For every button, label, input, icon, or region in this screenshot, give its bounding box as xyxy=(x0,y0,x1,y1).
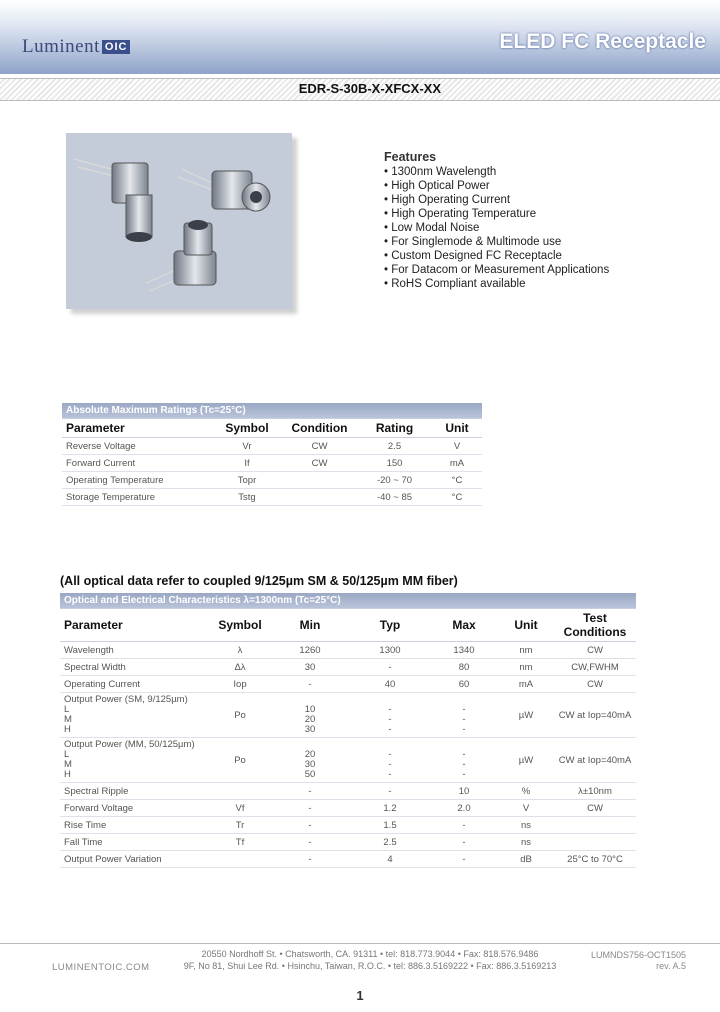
table-cell: λ xyxy=(210,642,270,659)
footer-address xyxy=(180,948,560,972)
table-cell: 150 xyxy=(357,455,432,472)
table-cell: Vr xyxy=(212,438,282,455)
table-cell: - xyxy=(430,851,498,868)
product-photo xyxy=(66,133,292,309)
table-body xyxy=(60,642,636,868)
table-cell: mA xyxy=(498,676,554,693)
feature-item: • High Operating Current xyxy=(384,193,609,207)
column-header: Condition xyxy=(282,419,357,438)
table-cell: Forward Voltage xyxy=(60,800,210,817)
table-cell: 10 20 30 xyxy=(270,693,350,738)
table-cell: Operating Temperature xyxy=(62,472,212,489)
table-cell: Output Power (MM, 50/125µm) L M H xyxy=(60,738,210,783)
table-cell: 1.5 xyxy=(350,817,430,834)
column-header: Symbol xyxy=(210,609,270,642)
table-cell: 20 30 50 xyxy=(270,738,350,783)
table-cell: µW xyxy=(498,738,554,783)
table-cell: - xyxy=(350,783,430,800)
column-header: Test Conditions xyxy=(554,609,636,642)
table-cell: - xyxy=(270,817,350,834)
table-cell: - - - xyxy=(350,738,430,783)
address-line: 20550 Nordhoff St. • Chatsworth, CA. 91311 • tel: 818.773.9044 • Fax: 818.576.9486 xyxy=(201,949,539,959)
column-header: Unit xyxy=(498,609,554,642)
table-cell: CW xyxy=(554,800,636,817)
table-row xyxy=(60,834,636,851)
company-logo xyxy=(22,36,130,58)
table-cell: Output Power Variation xyxy=(60,851,210,868)
table-cell: Iop xyxy=(210,676,270,693)
table-cell: 1260 xyxy=(270,642,350,659)
receptacle-1 xyxy=(74,159,152,242)
table-cell: CW xyxy=(282,438,357,455)
table-cell xyxy=(282,489,357,506)
table-title: Absolute Maximum Ratings (Tc=25°C) xyxy=(62,403,482,419)
table-cell: 2.0 xyxy=(430,800,498,817)
features-list xyxy=(384,165,609,291)
column-header: Rating xyxy=(357,419,432,438)
table-cell: -40 ~ 85 xyxy=(357,489,432,506)
table-cell: - - - xyxy=(430,738,498,783)
table-cell: 4 xyxy=(350,851,430,868)
table-cell: Output Power (SM, 9/125µm) L M H xyxy=(60,693,210,738)
receptacle-3 xyxy=(146,220,216,291)
table-cell: Tr xyxy=(210,817,270,834)
header-row xyxy=(60,609,636,642)
table-row xyxy=(60,851,636,868)
absolute-max-ratings-table xyxy=(62,403,482,506)
table-cell: Po xyxy=(210,738,270,783)
table-cell: mA xyxy=(432,455,482,472)
feature-item: • Low Modal Noise xyxy=(384,221,609,235)
table-cell: 40 xyxy=(350,676,430,693)
table-cell: CW at Iop=40mA xyxy=(554,693,636,738)
table-cell: CW xyxy=(554,642,636,659)
table-cell: ns xyxy=(498,817,554,834)
feature-item: • High Optical Power xyxy=(384,179,609,193)
table-cell: - xyxy=(430,817,498,834)
column-header: Min xyxy=(270,609,350,642)
table-row xyxy=(60,676,636,693)
table-cell: -20 ~ 70 xyxy=(357,472,432,489)
table-cell: 1300 xyxy=(350,642,430,659)
table-cell: 1340 xyxy=(430,642,498,659)
table-cell: °C xyxy=(432,472,482,489)
table-cell: 30 xyxy=(270,659,350,676)
table-cell: - xyxy=(270,851,350,868)
table-cell: Tstg xyxy=(212,489,282,506)
table-cell xyxy=(282,472,357,489)
table-cell: CW at Iop=40mA xyxy=(554,738,636,783)
table-cell: 10 xyxy=(430,783,498,800)
table-cell: dB xyxy=(498,851,554,868)
page-header xyxy=(0,0,720,74)
table-cell: Fall Time xyxy=(60,834,210,851)
table-cell: µW xyxy=(498,693,554,738)
feature-item: • For Datacom or Measurement Applications xyxy=(384,263,609,277)
table-row xyxy=(60,659,636,676)
table-cell: - xyxy=(270,783,350,800)
column-header: Parameter xyxy=(62,419,212,438)
product-title: ELED FC Receptacle xyxy=(499,30,706,53)
table-cell: 2.5 xyxy=(350,834,430,851)
column-header: Typ xyxy=(350,609,430,642)
table-cell xyxy=(210,851,270,868)
table-cell: 1.2 xyxy=(350,800,430,817)
table-cell: - - - xyxy=(430,693,498,738)
table-cell: nm xyxy=(498,659,554,676)
footer-doc-info xyxy=(591,950,686,972)
feature-item: • High Operating Temperature xyxy=(384,207,609,221)
table-row xyxy=(60,693,636,738)
feature-item: • 1300nm Wavelength xyxy=(384,165,609,179)
table-cell: V xyxy=(432,438,482,455)
part-number-bar xyxy=(0,78,720,101)
table-cell: % xyxy=(498,783,554,800)
features-section xyxy=(384,150,609,291)
product-illustration xyxy=(66,133,292,309)
feature-item: • For Singlemode & Multimode use xyxy=(384,235,609,249)
table-cell: Spectral Width xyxy=(60,659,210,676)
table-cell: - xyxy=(270,676,350,693)
optical-characteristics-table xyxy=(60,593,636,868)
revision: rev. A.5 xyxy=(656,961,686,971)
table-cell: Tf xyxy=(210,834,270,851)
part-number: EDR-S-30B-X-XFCX-XX xyxy=(298,81,441,96)
table-row xyxy=(62,438,482,455)
table-cell: Wavelength xyxy=(60,642,210,659)
column-header: Parameter xyxy=(60,609,210,642)
features-heading: Features xyxy=(384,150,437,164)
footer-website: LUMINENTOIC.COM xyxy=(52,962,150,973)
table-cell: ns xyxy=(498,834,554,851)
column-header: Max xyxy=(430,609,498,642)
table-cell: - - - xyxy=(350,693,430,738)
doc-id: LUMNDS756-OCT1505 xyxy=(590,950,686,960)
table-cell: Δλ xyxy=(210,659,270,676)
logo-text: Luminent xyxy=(22,36,100,57)
footer-divider xyxy=(0,943,720,944)
table-row xyxy=(62,455,482,472)
table-cell: - xyxy=(270,834,350,851)
table-row xyxy=(60,800,636,817)
table-cell: If xyxy=(212,455,282,472)
receptacle-2 xyxy=(178,169,270,211)
table-title: Optical and Electrical Characteristics λ=1300nm (Tc=25°C) xyxy=(60,593,636,609)
header-row xyxy=(62,419,482,438)
table-row xyxy=(60,783,636,800)
feature-item: • Custom Designed FC Receptacle xyxy=(384,249,609,263)
table-row xyxy=(60,817,636,834)
table-body xyxy=(62,438,482,506)
table-cell: λ±10nm xyxy=(554,783,636,800)
table-cell xyxy=(210,783,270,800)
optical-data-note: (All optical data refer to coupled 9/125µm SM & 50/125µm MM fiber) xyxy=(60,574,458,588)
table-cell: 2.5 xyxy=(357,438,432,455)
table-cell: Rise Time xyxy=(60,817,210,834)
table-cell: CW,FWHM xyxy=(554,659,636,676)
table-cell: Storage Temperature xyxy=(62,489,212,506)
table-cell: Topr xyxy=(212,472,282,489)
table-cell: - xyxy=(350,659,430,676)
table-cell: Spectral Ripple xyxy=(60,783,210,800)
table-cell: CW xyxy=(554,676,636,693)
table-cell: 25°C to 70°C xyxy=(554,851,636,868)
logo-badge: OIC xyxy=(102,40,131,54)
table-cell: nm xyxy=(498,642,554,659)
feature-item: • RoHS Compliant available xyxy=(384,277,609,291)
table-cell: - xyxy=(430,834,498,851)
table-cell: Po xyxy=(210,693,270,738)
column-header: Unit xyxy=(432,419,482,438)
table-cell: Operating Current xyxy=(60,676,210,693)
table-cell: V xyxy=(498,800,554,817)
address-line: 9F, No 81, Shui Lee Rd. • Hsinchu, Taiwan, R.O.C. • tel: 886.3.5169222 • Fax: 886.3.5169213 xyxy=(183,961,557,971)
table-cell xyxy=(554,834,636,851)
table-cell: Reverse Voltage xyxy=(62,438,212,455)
table-cell xyxy=(554,817,636,834)
table-row xyxy=(62,472,482,489)
table-cell: 80 xyxy=(430,659,498,676)
table-row xyxy=(60,738,636,783)
table-cell: °C xyxy=(432,489,482,506)
table-cell: - xyxy=(270,800,350,817)
table-row xyxy=(60,642,636,659)
column-header: Symbol xyxy=(212,419,282,438)
table-cell: 60 xyxy=(430,676,498,693)
table-row xyxy=(62,489,482,506)
page-number: 1 xyxy=(356,988,364,1003)
table-cell: CW xyxy=(282,455,357,472)
table-cell: Forward Current xyxy=(62,455,212,472)
table-cell: Vf xyxy=(210,800,270,817)
